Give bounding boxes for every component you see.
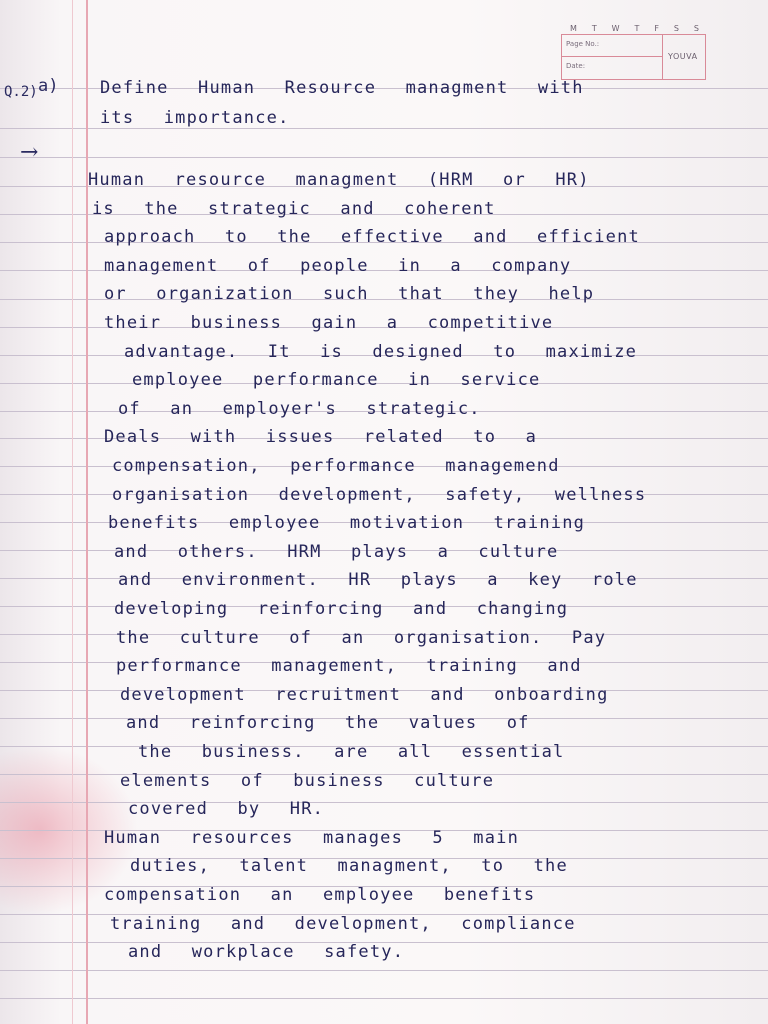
answer-line: Deals with issues related to a bbox=[104, 427, 538, 448]
question-part: a) bbox=[38, 76, 59, 96]
answer-line: compensation an employee benefits bbox=[104, 885, 536, 905]
answer-line: performance management, training and bbox=[116, 656, 582, 677]
answer-line: elements of business culture bbox=[120, 770, 495, 791]
answer-line: duties, talent managment, to the bbox=[130, 856, 568, 877]
weekday-letter: T bbox=[634, 24, 641, 33]
weekday-letter: S bbox=[673, 24, 680, 33]
question-number: Q.2) bbox=[4, 84, 38, 100]
header-divider bbox=[562, 56, 662, 57]
answer-line: compensation, performance managemend bbox=[112, 456, 560, 476]
answer-line: benefits employee motivation training bbox=[108, 513, 586, 534]
ruled-line bbox=[0, 970, 768, 971]
weekday-strip bbox=[570, 24, 700, 33]
answer-line: employee performance in service bbox=[132, 370, 541, 391]
arrow-icon: → bbox=[20, 140, 39, 165]
answer-line: and reinforcing the values of bbox=[126, 713, 530, 734]
weekday-letter: S bbox=[693, 24, 700, 33]
brand-name: YOUVA bbox=[668, 52, 698, 61]
ruled-line bbox=[0, 157, 768, 158]
answer-line: advantage. It is designed to maximize bbox=[124, 341, 638, 362]
ruled-line bbox=[0, 802, 768, 803]
weekday-letter: M bbox=[570, 24, 578, 33]
answer-line: the culture of an organisation. Pay bbox=[116, 627, 607, 648]
ruled-line bbox=[0, 128, 768, 129]
answer-line: their business gain a competitive bbox=[104, 313, 554, 333]
answer-line: and workplace safety. bbox=[128, 942, 405, 963]
weekday-letter: F bbox=[654, 24, 660, 33]
answer-line: organisation development, safety, wellness bbox=[112, 484, 647, 505]
page-header-box bbox=[561, 34, 706, 80]
answer-line: training and development, compliance bbox=[110, 913, 576, 934]
answer-line: developing reinforcing and changing bbox=[114, 599, 569, 619]
answer-line: development recruitment and onboarding bbox=[120, 684, 609, 705]
answer-line: or organization such that they help bbox=[104, 284, 595, 305]
question-line: Define Human Resource managment with bbox=[100, 78, 584, 98]
weekday-letter: W bbox=[611, 24, 621, 33]
answer-line: Human resources manages 5 main bbox=[104, 827, 520, 848]
answer-line: and environment. HR plays a key role bbox=[118, 570, 638, 591]
answer-line: of an employer's strategic. bbox=[118, 398, 481, 419]
answer-line: covered by HR. bbox=[128, 799, 325, 820]
answer-line: is the strategic and coherent bbox=[92, 198, 496, 219]
answer-line: Human resource managment (HRM or HR) bbox=[88, 170, 590, 190]
margin-line-outer bbox=[72, 0, 73, 1024]
question-line: its importance. bbox=[100, 108, 290, 128]
date-label: Date: bbox=[566, 62, 586, 70]
answer-line: the business. are all essential bbox=[138, 742, 565, 762]
margin-line bbox=[86, 0, 88, 1024]
answer-line: management of people in a company bbox=[104, 255, 572, 276]
answer-line: approach to the effective and efficient bbox=[104, 227, 640, 248]
weekday-letter: T bbox=[591, 24, 598, 33]
header-vertical-divider bbox=[662, 35, 663, 79]
answer-line: and others. HRM plays a culture bbox=[114, 541, 559, 562]
page-no-label: Page No.: bbox=[566, 40, 600, 48]
ruled-line bbox=[0, 998, 768, 999]
